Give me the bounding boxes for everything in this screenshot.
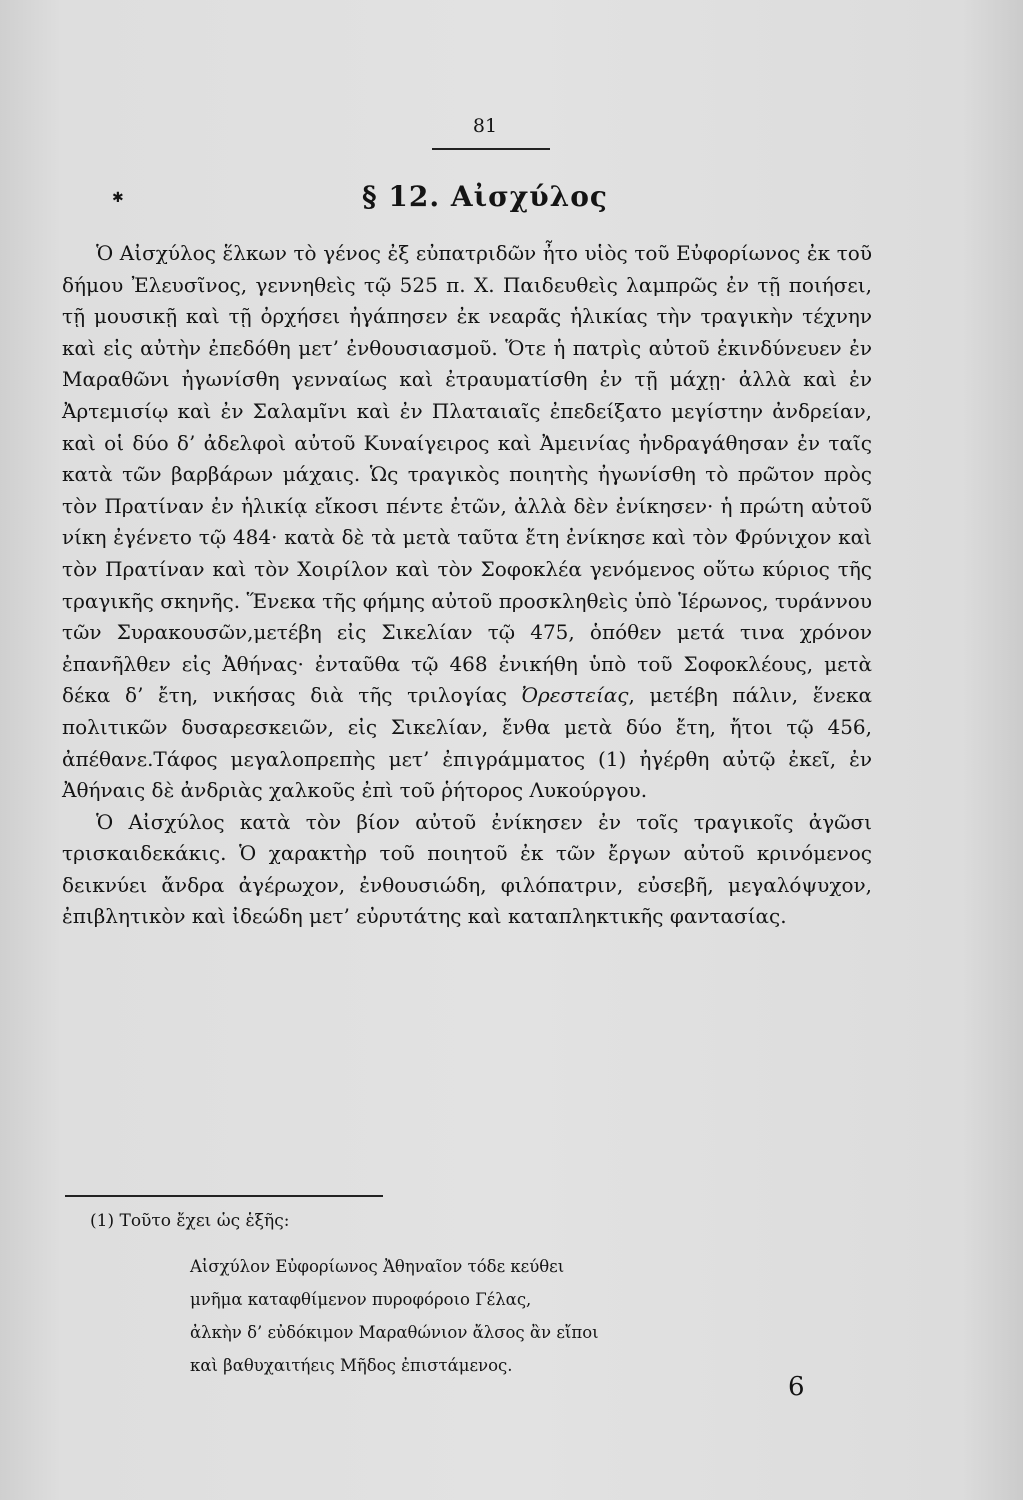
footnote-rule <box>65 1195 383 1197</box>
paragraph-1-text-continued: , μετέβη πάλιν, ἕνεκα πολιτικῶν δυσαρεσκειῶν, εἰς Σικελίαν, ἔνθα μετὰ δύο ἔτη, ἤτοι τῷ 456, ἀπέθανε.Τάφος μεγαλοπρεπὴς μετ’ ἐπιγράμματος (1) ἠγέρθη αὐτῷ ἐκεῖ, ἐν Ἀθήναις δὲ ἀνδριὰς χαλκοῦς ἐπὶ τοῦ ῥήτορος Λυκούργου. <box>62 683 872 803</box>
margin-star-mark: ✱ <box>112 190 124 206</box>
page-number: 81 <box>472 115 498 137</box>
header-rule <box>432 148 550 150</box>
section-mark: § 12. <box>362 180 441 213</box>
body-text <box>62 238 872 933</box>
verse-line-3: ἀλκὴν δ’ εὐδόκιμον Μαραθώνιον ἄλσος ἂν εἴποι <box>190 1323 599 1342</box>
paragraph-2 <box>62 807 872 933</box>
signature-mark: 6 <box>788 1372 805 1402</box>
epitaph-verse <box>190 1250 790 1382</box>
section-heading <box>0 180 970 213</box>
paragraph-1-title-oresteia: Ὀρεστείας <box>521 683 629 708</box>
paragraph-2-text: Ὁ Αἰσχύλος κατὰ τὸν βίον αὐτοῦ ἐνίκησεν ἐν τοῖς τραγικοῖς ἀγῶσι τρισκαιδεκάκις. Ὁ χαρακτὴρ τοῦ ποιητοῦ ἐκ τῶν ἔργων αὐτοῦ κρινόμενος δεικνύει ἄνδρα ἀγέρωχον, ἐνθουσιώδη, φιλόπατριν, εὐσεβῆ, μεγαλόψυχον, ἐπιβλητικὸν καὶ ἰδεώδη μετ’ εὐρυτάτης καὶ καταπληκτικῆς φαντασίας. <box>62 809 872 929</box>
paragraph-1 <box>62 238 872 807</box>
verse-line-4: καὶ βαθυχαιτήεις Μῆδος ἐπιστάμενος. <box>190 1356 513 1375</box>
paragraph-1-text: Ὁ Αἰσχύλος ἕλκων τὸ γένος ἐξ εὐπατριδῶν ἦτο υἱὸς τοῦ Εὐφορίωνος ἐκ τοῦ δήμου Ἐλευσῖνος, γεννηθεὶς τῷ 525 π. Χ. Παιδευθεὶς λαμπρῶς ἐν τῇ ποιήσει, τῇ μουσικῇ καὶ τῇ ὀρχήσει ἠγάπησεν ἐκ νεαρᾶς ἡλικίας τὴν τραγικὴν τέχνην καὶ εἰς αὐτὴν ἐπεδόθη μετ’ ἐνθουσιασμοῦ. Ὅτε ἡ πατρὶς αὐτοῦ ἐκινδύνευεν ἐν Μαραθῶνι ἠγωνίσθη γενναίως καὶ ἐτραυματίσθη ἐν τῇ μάχῃ· ἀλλὰ καὶ ἐν Ἀρτεμισίῳ καὶ ἐν Σαλαμῖνι καὶ ἐν Πλαταιαῖς ἐπεδείξατο μεγίστην ἀνδρείαν, καὶ οἱ δύο δ’ ἀδελφοὶ αὐτοῦ Κυναίγειρος καὶ Ἀμεινίας ἠνδραγάθησαν ἐν ταῖς κατὰ τῶν βαρβάρων μάχαις. Ὡς τραγικὸς ποιητὴς ἠγωνίσθη τὸ πρῶτον πρὸς τὸν Πρατίναν ἐν ἡλικίᾳ εἴκοσι πέντε ἐτῶν, ἀλλὰ δὲν ἐνίκησεν· ἡ πρώτη αὐτοῦ νίκη ἐγένετο τῷ 484· κατὰ δὲ τὰ μετὰ ταῦτα ἔτη ἐνίκησε καὶ τὸν Φρύνιχον καὶ τὸν Πρατίναν καὶ τὸν Χοιρίλον καὶ τὸν Σοφοκλέα γενόμενος οὕτω κύριος τῆς τραγικῆς σκηνῆς. Ἕνεκα τῆς φήμης αὐτοῦ προσκληθεὶς ὑπὸ Ἱέρωνος, τυράννου τῶν Συρακουσῶν,μετέβη εἰς Σικελίαν τῷ 475, ὁπόθεν μετά τινα χρόνον ἐπανῆλθεν εἰς Ἀθήνας· ἐνταῦθα τῷ 468 ἐνικήθη ὑπὸ τοῦ Σοφοκλέους, μετὰ δέκα δ’ ἔτη, νικήσας διὰ τῆς τριλογίας <box>62 241 872 708</box>
verse-line-2: μνῆμα καταφθίμενον πυροφόροιο Γέλας, <box>190 1290 532 1309</box>
verse-line-1: Αἰσχύλον Εὐφορίωνος Ἀθηναῖον τόδε κεύθει <box>190 1257 565 1276</box>
footnote-intro: (1) Τοῦτο ἔχει ὡς ἑξῆς: <box>90 1211 290 1231</box>
section-title: Αἰσχύλος <box>450 180 608 213</box>
